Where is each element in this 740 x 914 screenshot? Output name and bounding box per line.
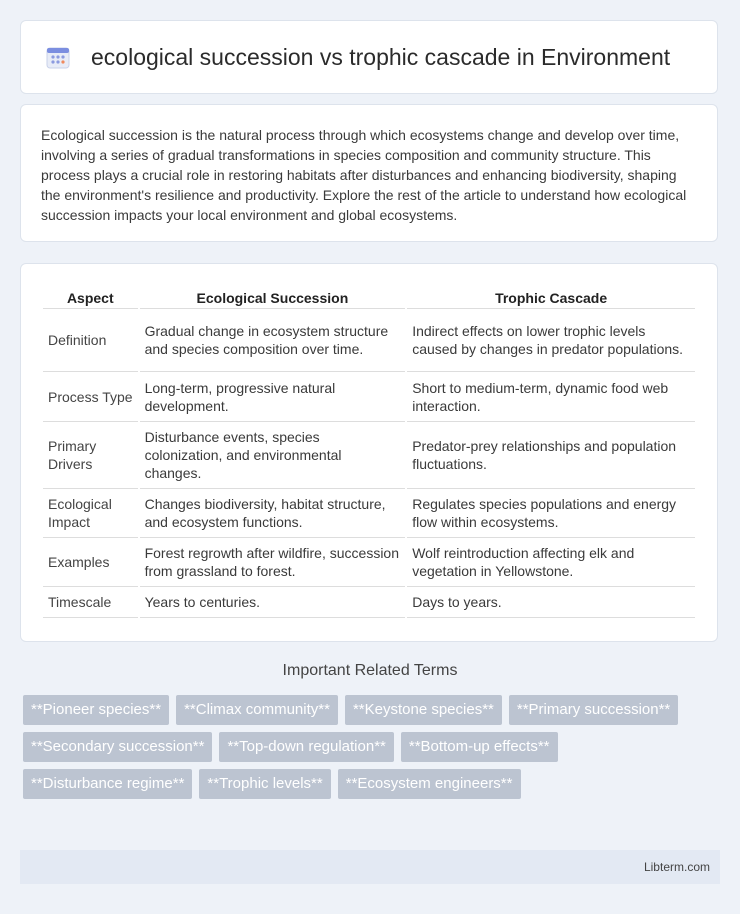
- footer: [20, 850, 720, 884]
- column-header: Trophic Cascade: [407, 284, 695, 309]
- comparison-table: [41, 284, 697, 618]
- column-header: Ecological Succession: [140, 284, 406, 309]
- table-row: [43, 372, 695, 422]
- table-row: [43, 587, 695, 618]
- intro-paragraph: Ecological succession is the natural process through which ecosystems change and develop over time, involving a series of gradual transformations in species composition and community structure. This process plays a crucial role in restoring habitats after disturbances and enhancing biodiversity, shaping the environment's resilience and productivity. Explore the rest of the article to understand how ecological succession impacts your local environment and global ecosystems.: [41, 127, 687, 223]
- page-title: ecological succession vs trophic cascade in Environment: [91, 43, 671, 70]
- aspect-cell: Ecological Impact: [43, 489, 138, 538]
- cascade-cell: Days to years.: [407, 587, 695, 618]
- cascade-cell: Short to medium-term, dynamic food web interaction.: [407, 372, 695, 422]
- related-term-tag[interactable]: **Trophic levels**: [199, 769, 330, 799]
- related-terms-title: Important Related Terms: [282, 662, 458, 679]
- calendar-grid-icon: [45, 44, 71, 70]
- table-row: [43, 538, 695, 587]
- aspect-cell: Definition: [43, 309, 138, 372]
- related-terms-list: [23, 695, 683, 799]
- column-header: Aspect: [43, 284, 138, 309]
- related-term-tag[interactable]: **Ecosystem engineers**: [338, 769, 521, 799]
- succession-cell: Disturbance events, species colonization, and environmental changes.: [140, 422, 406, 489]
- related-term-tag[interactable]: **Climax community**: [176, 695, 338, 725]
- cascade-cell: Wolf reintroduction affecting elk and vegetation in Yellowstone.: [407, 538, 695, 587]
- aspect-cell: Process Type: [43, 372, 138, 422]
- related-term-tag[interactable]: **Disturbance regime**: [23, 769, 192, 799]
- cascade-cell: Indirect effects on lower trophic levels caused by changes in predator populations.: [407, 309, 695, 372]
- header-card: [20, 20, 718, 94]
- succession-cell: Changes biodiversity, habitat structure, and ecosystem functions.: [140, 489, 406, 538]
- table-row: [43, 309, 695, 372]
- succession-cell: Long-term, progressive natural development.: [140, 372, 406, 422]
- succession-cell: Years to centuries.: [140, 587, 406, 618]
- succession-cell: Gradual change in ecosystem structure and species composition over time.: [140, 309, 406, 372]
- cascade-cell: Regulates species populations and energy flow within ecosystems.: [407, 489, 695, 538]
- related-term-tag[interactable]: **Keystone species**: [345, 695, 502, 725]
- related-term-tag[interactable]: **Top-down regulation**: [219, 732, 393, 762]
- related-term-tag[interactable]: **Bottom-up effects**: [401, 732, 558, 762]
- footer-site-link[interactable]: Libterm.com: [643, 860, 710, 874]
- table-row: [43, 422, 695, 489]
- table-row: [43, 489, 695, 538]
- aspect-cell: Primary Drivers: [43, 422, 138, 489]
- related-term-tag[interactable]: **Pioneer species**: [23, 695, 169, 725]
- related-term-tag[interactable]: **Primary succession**: [509, 695, 678, 725]
- intro-card: [20, 104, 718, 242]
- table-header-row: [43, 284, 695, 309]
- comparison-card: [20, 263, 718, 642]
- succession-cell: Forest regrowth after wildfire, succession from grassland to forest.: [140, 538, 406, 587]
- aspect-cell: Examples: [43, 538, 138, 587]
- related-term-tag[interactable]: **Secondary succession**: [23, 732, 212, 762]
- cascade-cell: Predator-prey relationships and population fluctuations.: [407, 422, 695, 489]
- aspect-cell: Timescale: [43, 587, 138, 618]
